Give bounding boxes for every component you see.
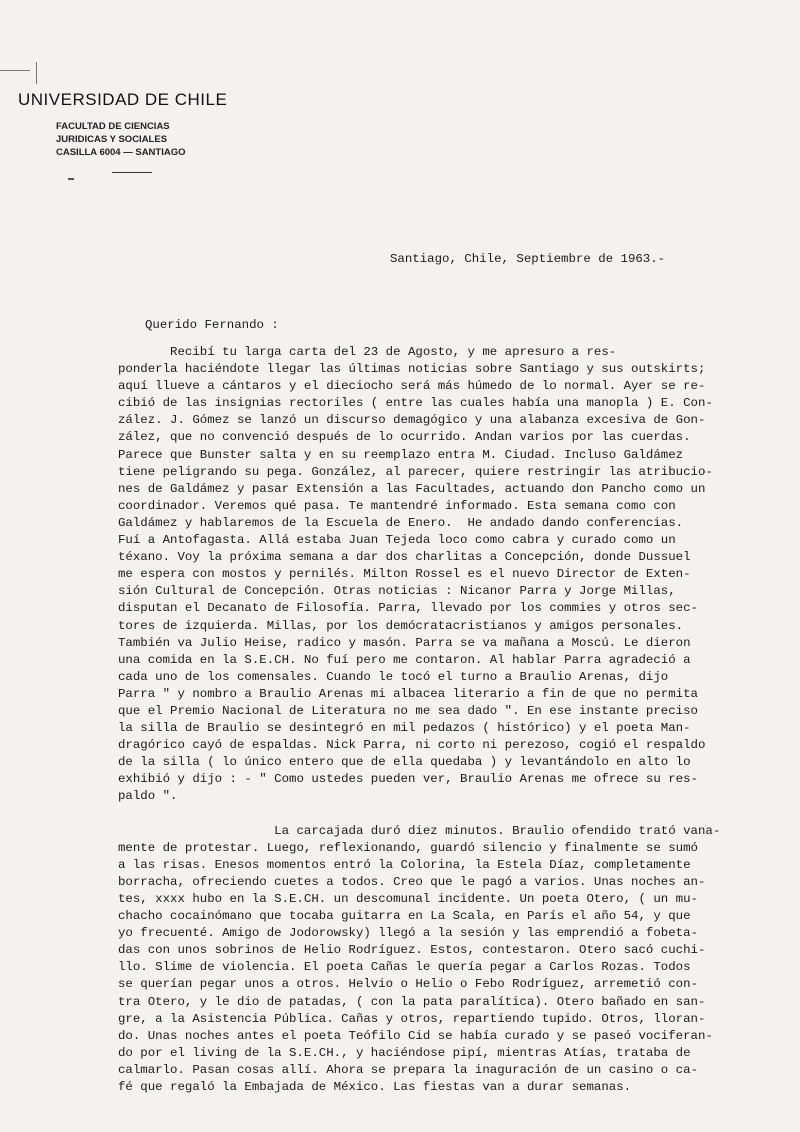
letter-line: coordinador. Veremos qué pasa. Te mantendré informado. Esta semana como con [118,498,676,513]
letter-line: tiene peligrando su pega. González, al parecer, quiere restringir las atribucio- [118,464,713,479]
letter-line: aquí llueve a cántaros y el dieciocho será más húmedo de lo normal. Ayer se re- [118,379,706,394]
letter-line: dragórico cayó de espaldas. Nick Parra, ni corto ni perezoso, cogió el respaldo [118,738,706,753]
letter-line: das con unos sobrinos de Helio Rodríguez. Estos, contestaron. Otero sacó cuchi- [118,943,706,958]
letter-line: paldo ". [118,789,178,804]
letter-line: la silla de Braulio se desintegró en mil pedazos ( histórico) y el poeta Man- [118,721,691,736]
letter-line: téxano. Voy la próxima semana a dar dos charlitas a Concepción, donde Dussuel [118,550,691,565]
letter-line: También va Julio Heise, radico y masón. Parra se va mañana a Moscú. Le dieron [118,635,691,650]
letterhead-rule [112,172,152,173]
letter-line: a las risas. Enesos momentos entró la Colorina, la Estela Díaz, completamente [118,857,691,872]
letter-line: Galdámez y hablaremos de la Escuela de Enero. He andado dando conferencias. [118,515,684,530]
letter-line: Parece que Bunster salta y en su reemplazo entra M. Ciudad. Incluso Galdámez [118,447,684,462]
letter-body [118,344,800,1096]
salutation: Querido Fernando : [145,318,279,332]
letter-line: La carcajada duró diez minutos. Braulio ofendido trató vana- [118,823,721,838]
letter-line: Recibí tu larga carta del 23 de Agosto, y me apresuro a res- [118,345,617,359]
letter-line: llo. Slime de violencia. El poeta Cañas le quería pegar a Carlos Rozas. Todos [118,960,691,975]
letter-line: me espera con mostos y pernilés. Milton Rossel es el nuevo Director de Exten- [118,567,691,582]
faculty-address [56,120,278,159]
letter-line: ponderla haciéndote llegar las últimas noticias sobre Santiago y sus outskirts; [118,362,706,377]
university-name: UNIVERSIDAD DE CHILE [18,90,228,109]
letter-line: cada uno de los comensales. Cuando le tocó el turno a Braulio Arenas, dijo [118,669,669,684]
letter-line: zález, que no convenció después de lo ocurrido. Andan varios por las cuerdas. [118,430,691,445]
letter-line: sión Cultural de Concepción. Otras noticias : Nicanor Parra y Jorge Millas, [118,584,676,599]
letter-line: de la silla ( lo único entero que de ella quedaba ) y levantándolo en alto lo [118,755,691,770]
letterhead [18,90,278,159]
letter-line: zález. J. Gómez se lanzó un discurso demagógico y una alabanza excesiva de Gon- [118,413,706,428]
letter-line: que el Premio Nacional de Literatura no me sea dado ". En ese instante preciso [118,703,698,718]
faculty-line: CASILLA 6004 — SANTIAGO [56,147,186,158]
faculty-line: JURIDICAS Y SOCIALES [56,134,168,145]
letter-line: chacho cocainómano que tocaba guitarra en La Scala, en París el año 54, y que [118,909,691,924]
letter-line: Parra " y nombro a Braulio Arenas mi albacea literario a fin de que no permita [118,686,698,701]
letter-line: exhibió y dijo : - " Como ustedes pueden ver, Braulio Arenas me ofrece su res- [118,772,698,787]
letter-line: tores de izquierda. Millas, por los demócratacristianos y amigos personales. [118,618,684,633]
margin-mark [36,62,37,84]
letter-date: Santiago, Chile, Septiembre de 1963.- [390,252,666,266]
letter-line: do por el living de la S.E.CH., y haciéndose pipí, mientras Atías, trataba de [118,1045,691,1060]
letter-line: calmarlo. Pasan cosas allí. Ahora se prepara la inaguración de un casino o ca- [118,1062,698,1077]
letter-line: borracha, ofreciendo cuetes a todos. Creo que le pagó a varios. Unas noches an- [118,874,706,889]
letter-line: se querían pegar unos a otros. Helvio o Helio o Febo Rodríguez, arremetió con- [118,977,698,992]
letter-line: Fuí a Antofagasta. Allá estaba Juan Tejeda loco como cabra y curado como un [118,533,676,548]
letter-line: tes, xxxx hubo en la S.E.CH. un descomunal incidente. Un poeta Otero, ( un mu- [118,892,698,906]
letter-line: nes de Galdámez y pasar Extensión a las Facultades, actuando don Pancho como un [118,481,706,496]
margin-mark [0,70,30,71]
letter-line: do. Unas noches antes el poeta Teófilo Cid se había curado y se paseó vociferan- [118,1028,713,1043]
letter-line: gre, a la Asistencia Pública. Cañas y otros, repartiendo tupido. Otros, lloran- [118,1011,706,1026]
letter-line: mente de protestar. Luego, reflexionando, guardó silencio y finalmente se sumó [118,840,698,855]
letter-line: tra Otero, y le dio de patadas, ( con la pata paralítica). Otero bañado en san- [118,994,706,1009]
faculty-line: FACULTAD DE CIENCIAS [56,121,170,132]
letter-line: cibió de las insignias rectoriles ( entre las cuales había una manopla ) E. Con- [118,396,713,411]
letter-line: disputan el Decanato de Filosofía. Parra, llevado por los commies y otros sec- [118,601,698,616]
letter-line: una comida en la S.E.CH. No fuí pero me contaron. Al hablar Parra agradeció a [118,652,691,667]
letterhead-mark [68,178,74,180]
letter-line: fé que regaló la Embajada de México. Las fiestas van a durar semanas. [118,1080,632,1095]
letter-line [118,806,800,823]
letter-line: yo frecuenté. Amigo de Jodorowsky) llegó a la sesión y las emprendió a fobeta- [118,926,698,941]
